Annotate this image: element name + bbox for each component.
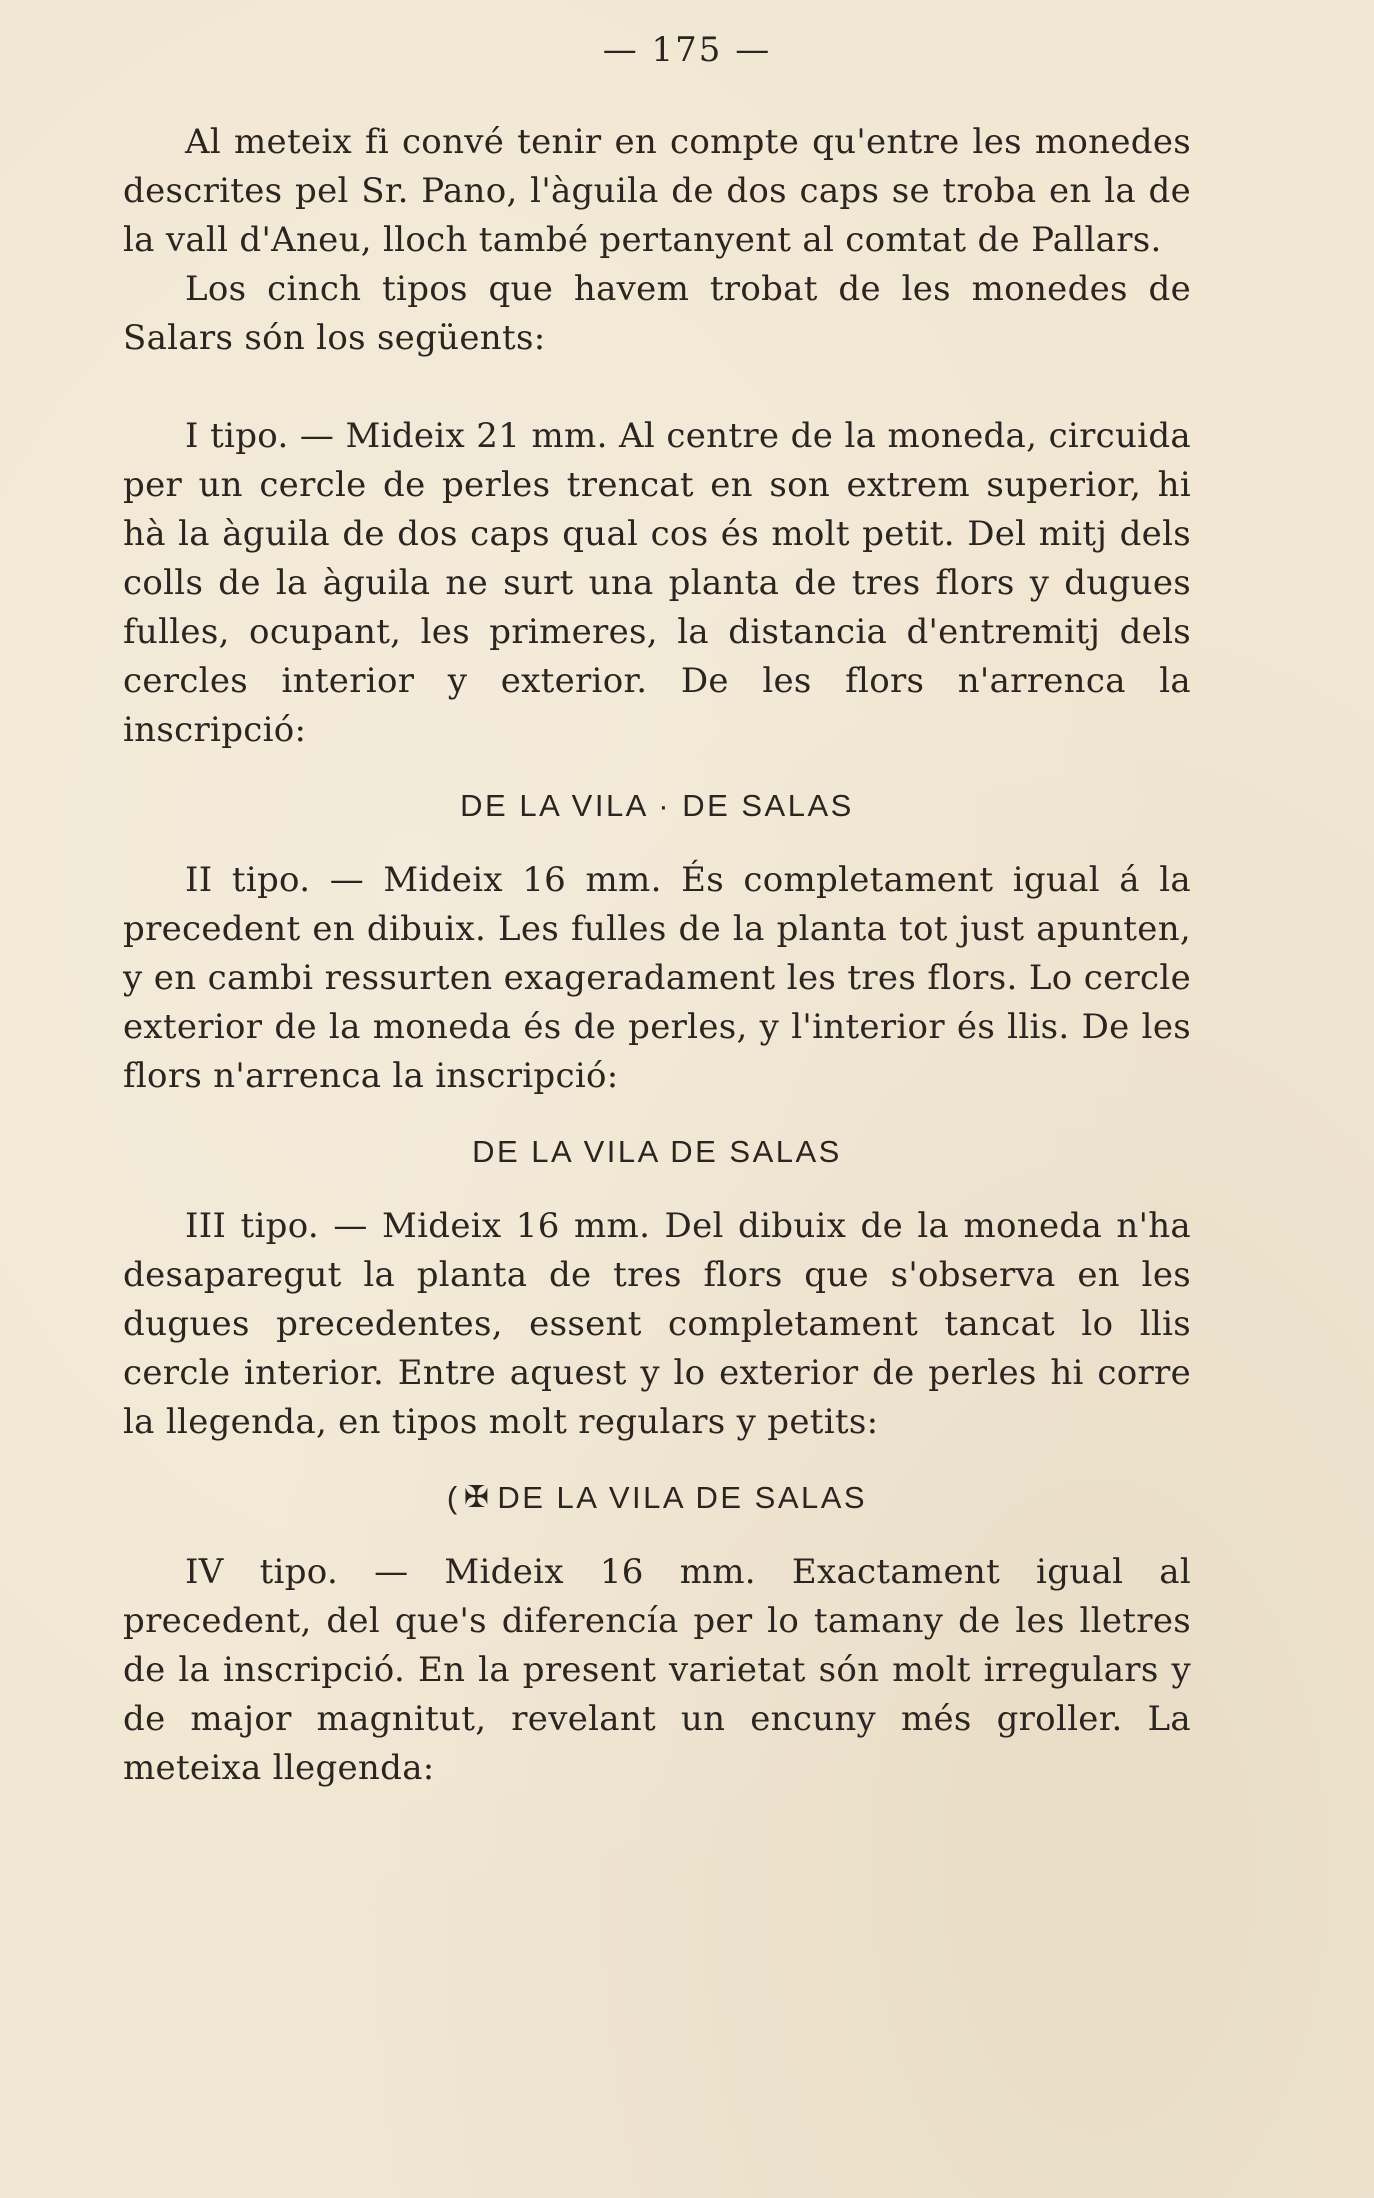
legend-inscription-2: DE LA VILA DE SALAS bbox=[472, 1134, 842, 1169]
cross-pattee-icon: ✠ bbox=[463, 1480, 492, 1515]
legend-text-3: DE LA VILA DE SALAS bbox=[497, 1480, 868, 1515]
legend-inscription-1: DE LA VILA · DE SALAS bbox=[460, 788, 854, 823]
paragraph-type-1: I tipo. — Mideix 21 mm. Al centre de la moneda, circuida per un cercle de perles trencat en son extrem superior, hi hà la àguila de dos caps qual cos és molt petit. Del mitj dels colls de la àguila ne surt una planta de tres flors y dugues fulles, ocupant, les primeres, la distancia d'entremitj dels cercles interior y exterior. De les flors n'arrenca la inscripció: bbox=[123, 416, 1191, 750]
paragraph-types-intro: Los cinch tipos que havem trobat de les monedes de Salars són los següents: bbox=[123, 269, 1191, 358]
legend-open-paren: ( bbox=[446, 1480, 460, 1515]
paragraph-type-3: III tipo. — Mideix 16 mm. Del dibuix de la moneda n'ha desaparegut la planta de tres flors que s'observa en les dugues precedentes, essent completament tancat lo llis cercle interior. Entre aquest y lo exterior de perles hi corre la llegenda, en tipos molt regulars y petits: bbox=[123, 1206, 1191, 1442]
spacer bbox=[123, 363, 1191, 412]
legend-block-1 bbox=[123, 755, 1191, 856]
legend-inscription-3 bbox=[123, 1473, 1191, 1522]
page-body bbox=[123, 118, 1191, 1793]
legend-block-2 bbox=[123, 1101, 1191, 1202]
paragraph-type-4: IV tipo. — Mideix 16 mm. Exactament igual al precedent, del que's diferencía per lo tamany de les lletres de la inscripció. En la present varietat són molt irregulars y de major magnitut, revelant un encuny més groller. La meteixa llegenda: bbox=[123, 1552, 1191, 1788]
legend-block-3 bbox=[123, 1447, 1191, 1548]
paragraph-type-2: II tipo. — Mideix 16 mm. És completament igual á la precedent en dibuix. Les fulles de la planta tot just apunten, y en cambi ressurten exageradament les tres flors. Lo cercle exterior de la moneda és de perles, y l'interior és llis. De les flors n'arrenca la inscripció: bbox=[123, 860, 1191, 1096]
page-number: — 175 — bbox=[602, 30, 772, 70]
paragraph-intro: Al meteix fi convé tenir en compte qu'entre les monedes descrites pel Sr. Pano, l'àguila de dos caps se troba en la de la vall d'Aneu, lloch també pertanyent al comtat de Pallars. bbox=[123, 122, 1191, 260]
